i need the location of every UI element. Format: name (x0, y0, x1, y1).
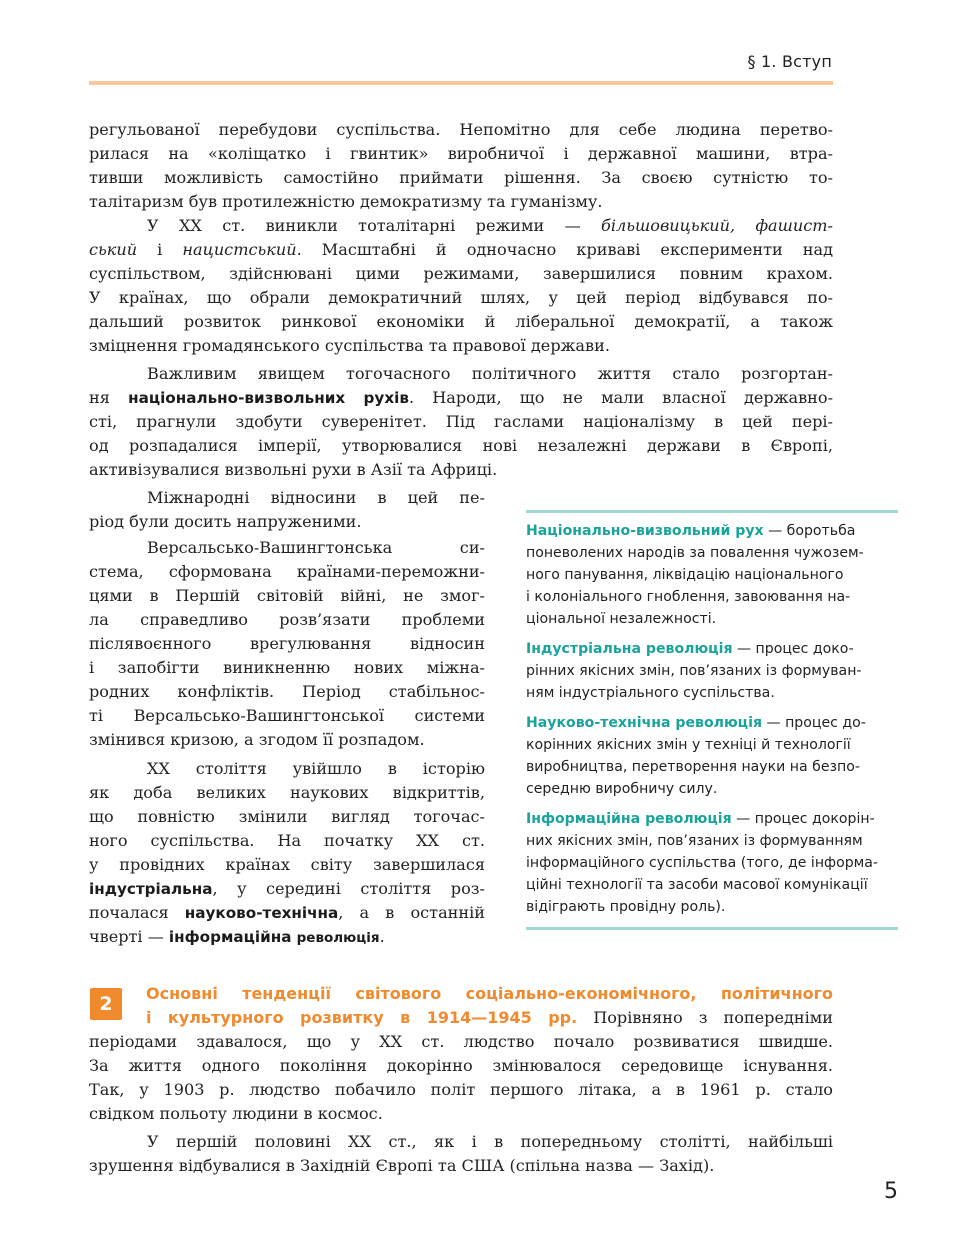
text-run: чверті — (89, 927, 169, 946)
text-run: почалася (89, 903, 185, 922)
text-line: од розпадалися імперії, утворювалися нові незалежні держави в Європі, (89, 436, 833, 455)
section-number: 2 (99, 993, 113, 1015)
text-line: дальший розвиток ринкової економіки й ліберальної демократії, а також (89, 312, 833, 331)
section-title: і культурного розвитку в 1914—1945 рр. (146, 1008, 578, 1027)
text-run: . Народи, що не мали власної державно- (408, 388, 834, 407)
definition-line: них якісних змін, пов’язаних із формуванням (526, 833, 863, 849)
text-line: цями в Першій світовій війні, не змог- (89, 586, 485, 605)
section-title-line (146, 982, 833, 1005)
key-term: науково-технічна (184, 904, 339, 922)
text-line: у провідних країнах світу завершилася (89, 855, 485, 874)
text-line: У країнах, що обрали демократичний шлях, у цей період відбувався по- (89, 288, 833, 307)
text-line: зрушення відбувалися в Західній Європі та США (спільна назва — Захід). (89, 1156, 715, 1175)
text-line: зміцнення громадянського суспільства та правової держави. (89, 336, 610, 355)
text-line: післявоєнного врегулювання відносин (89, 634, 485, 653)
key-term: інформаційна (168, 928, 292, 946)
definition-line: ційні технології та засоби масової комунікації (526, 877, 868, 893)
italic-term: більшовицький, фашист- (601, 216, 833, 235)
text-line: Міжнародні відносини в цей пе- (147, 488, 485, 507)
text-line: регульованої перебудови суспільства. Непомітно для себе людина перетво- (89, 120, 833, 139)
section-number-badge (90, 988, 122, 1020)
text-line (147, 214, 833, 237)
definition-line (526, 808, 875, 830)
definition-line: ням індустріального суспільства. (526, 685, 775, 701)
text-line: ла справедливо розв’язати проблеми (89, 610, 485, 629)
definition-line (526, 520, 855, 542)
definitions-bottom-rule (526, 927, 898, 930)
text-line: родних конфліктів. Період стабільнос- (89, 682, 485, 701)
text-line (89, 238, 833, 261)
definition-text: — процес докo- (732, 641, 854, 657)
text-line: періодами здавалося, що у XX ст. людство почало розвиватися швидше. (89, 1032, 833, 1051)
text-line: рилася на «коліщатко і гвинтик» виробничої і державної машини, втра- (89, 144, 833, 163)
text-run: , а в останній (338, 903, 485, 922)
text-line: змінився кризою, а згодом її розпадом. (89, 730, 425, 749)
text-line: ті Версальсько-Вашингтонської системи (89, 706, 485, 725)
definition-text: — процес до- (762, 715, 866, 731)
text-run: , у середині століття роз- (212, 879, 485, 898)
definition-text: — процес докорін- (731, 811, 875, 827)
text-line: активізувалися визвольні рухи в Азії та Африці. (89, 460, 498, 479)
definition-line: ціональної незалежності. (526, 611, 717, 627)
definition-line: середню виробничу силу. (526, 781, 718, 797)
text-line: талітаризм був протилежністю демократизму та гуманізму. (89, 192, 603, 211)
text-line: Версальсько-Вашингтонська си- (147, 538, 485, 557)
definition-line: інформаційного суспільства (того, де інформа- (526, 855, 879, 871)
key-term: революція (296, 930, 380, 946)
text-line: ного суспільства. На початку XX ст. (89, 831, 485, 850)
definition-term: Інформаційна революція (526, 811, 732, 827)
text-line: Так, у 1903 р. людство побачило політ першого літака, а в 1961 р. стало (89, 1080, 833, 1099)
definition-line: поневолених народів за повалення чужозем- (526, 545, 864, 561)
italic-term: нацистський. (182, 240, 302, 259)
text-run: Порівняно з попередніми (577, 1008, 833, 1027)
text-line: що повністю змінили вигляд тогочас- (89, 807, 485, 826)
key-term: індустріальна (89, 880, 213, 898)
text-line: стема, сформована країнами-переможни- (89, 562, 485, 581)
definition-term: Науково-технічна революція (526, 715, 763, 731)
definition-line: рінних якісних змін, пов’язаних із формуван- (526, 663, 862, 679)
definition-term: Національно-визвольний рух (526, 523, 764, 539)
text-line: Важливим явищем тогочасного політичного життя стало розгортан- (147, 364, 833, 383)
text-run: . (379, 927, 385, 946)
definition-line: ного панування, ліквідацію національного (526, 567, 844, 583)
text-line (89, 925, 385, 948)
section-header: § 1. Вступ (747, 52, 832, 71)
definition-term: Індустріальна революція (526, 641, 733, 657)
definition-text: — боротьба (763, 523, 856, 539)
definition-line (526, 638, 854, 660)
definition-line: виробництва, перетворення науки на безпо- (526, 759, 860, 775)
text-line (89, 901, 485, 924)
page-number: 5 (884, 1179, 898, 1204)
text-line: як доба великих наукових відкриттів, (89, 783, 485, 802)
text-line: За життя одного покоління докорінно змінювалося середовище існування. (89, 1056, 833, 1075)
definition-line (526, 712, 866, 734)
text-line: ріод були досить напруженими. (89, 512, 362, 531)
definition-line: корінних якісних змін у техніці й технології (526, 737, 851, 753)
text-run: і (137, 240, 183, 259)
text-line: і запобігти виникненню нових міжна- (89, 658, 485, 677)
text-line (146, 1006, 833, 1029)
text-line: XX століття увійшло в історію (147, 759, 485, 778)
text-run: У XX ст. виникли тоталітарні режими — (147, 216, 602, 235)
key-term: національно-визвольних рухів (128, 389, 409, 407)
text-line: У першій половині XX ст., як і в попередньому столітті, найбільші (147, 1132, 833, 1151)
definitions-box (526, 510, 898, 930)
text-line (89, 386, 833, 409)
definition-line: і колоніального гноблення, завоювання на- (526, 589, 851, 605)
italic-term: ський (89, 240, 138, 259)
definition-line: відіграють провідну роль). (526, 899, 726, 915)
text-line: свідком польоту людини в космос. (89, 1104, 383, 1123)
text-line (89, 877, 485, 900)
definitions-top-rule (526, 510, 898, 513)
section-title: Основні тенденції світового соціально-економічного, політичного (146, 984, 833, 1003)
text-run: Масштабні й одночасно криваві експерименти над (301, 240, 833, 259)
text-run: ня (89, 388, 129, 407)
text-line: сті, прагнули здобути суверенітет. Під гаслами націоналізму в цей пері- (89, 412, 833, 431)
header-divider (89, 81, 833, 85)
text-line: тивши можливість самостійно приймати рішення. За своєю сутністю то- (89, 168, 833, 187)
text-line: суспільством, здійснювані цими режимами, завершилися повним крахом. (89, 264, 833, 283)
